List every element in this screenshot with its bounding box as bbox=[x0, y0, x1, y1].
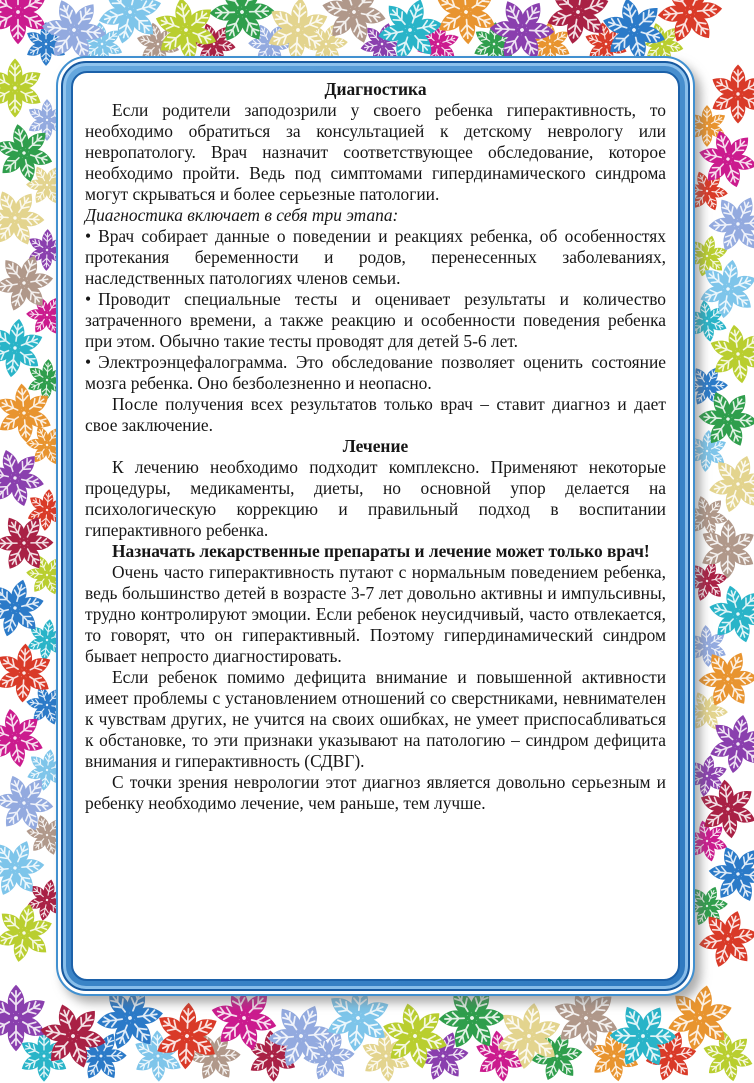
flower-icon bbox=[656, 0, 724, 46]
paragraph: Очень часто гиперактивность путают с нормальным поведением ребенка, ведь большинство детей в возрасте 3-7 лет довольно активны и импульсивны, трудно контролируют эмоции. Если ребенок неусидчивый, часто отвлекается, то говорят, что он гиперактивный. Поэтому гипердинамический синдром бывает непросто диагностировать. bbox=[85, 562, 666, 666]
flower-icon bbox=[707, 583, 754, 645]
flower-icon bbox=[697, 778, 754, 840]
flower-icon bbox=[707, 63, 754, 125]
flower-icon bbox=[0, 382, 55, 444]
section-heading: Диагностика bbox=[324, 79, 427, 99]
document-body bbox=[85, 79, 666, 814]
flower-icon bbox=[0, 317, 46, 379]
flower-icon bbox=[0, 902, 55, 964]
flower-icon bbox=[0, 642, 55, 704]
bullet-text: Проводит специальные тесты и оценивает результаты и количество затраченного времени, а также реакцию и особенности поведения ребенка при этом. Обычно такие тесты проводят для детей 5-6 лет. bbox=[85, 289, 666, 351]
flower-icon bbox=[707, 323, 754, 385]
section-heading: Лечение bbox=[342, 436, 409, 456]
bullet-icon: • bbox=[85, 226, 92, 246]
bullet-text: Электроэнцефалограмма. Это обследование позволяет оценить состояние мозга ребенка. Оно безболезненно и неопасно. bbox=[85, 352, 666, 393]
flower-icon bbox=[697, 908, 754, 970]
bullet-item bbox=[85, 352, 666, 394]
bullet-text: Врач собирает данные о поведении и реакциях ребенка, об особенностях протекания беременности и родов, перенесенных заболеваниях, наследственных патологиях членов семьи. bbox=[85, 226, 666, 288]
flower-icon bbox=[0, 837, 46, 899]
paragraph: С точки зрения неврологии этот диагноз является довольно серьезным и ребенку необходимо лечение, чем раньше, тем лучше. bbox=[85, 772, 666, 813]
content-frame bbox=[56, 56, 695, 996]
bullet-item bbox=[85, 226, 666, 289]
flower-icon bbox=[697, 648, 754, 710]
bullet-item bbox=[85, 289, 666, 352]
flower-icon bbox=[697, 128, 754, 190]
document-page bbox=[71, 71, 680, 981]
flower-icon bbox=[697, 388, 754, 450]
flower-icon bbox=[697, 258, 754, 320]
flower-icon bbox=[0, 57, 46, 119]
italic-lead: Диагностика включает в себя три этапа: bbox=[85, 205, 399, 225]
flower-icon bbox=[0, 707, 46, 769]
flower-icon bbox=[707, 843, 754, 905]
flower-icon bbox=[697, 518, 754, 580]
flower-icon bbox=[0, 447, 46, 509]
flower-icon bbox=[707, 193, 754, 255]
flower-icon bbox=[707, 453, 754, 515]
flower-icon bbox=[0, 122, 55, 184]
flower-icon bbox=[0, 187, 46, 249]
paragraph: После получения всех результатов только врач – ставит диагноз и дает свое заключение. bbox=[85, 394, 666, 435]
bullet-icon: • bbox=[85, 352, 92, 372]
bullet-icon: • bbox=[85, 289, 92, 309]
flower-icon bbox=[707, 713, 754, 775]
flower-icon bbox=[0, 512, 55, 574]
frame-border-band bbox=[61, 61, 690, 991]
flower-icon bbox=[0, 577, 46, 639]
paragraph: К лечению необходимо подходит комплексно. Применяют некоторые процедуры, медикаменты, диеты, но основной упор делается на психологическую коррекцию и правильный подход в воспитании гиперактивного ребенка. bbox=[85, 457, 666, 540]
flower-icon bbox=[0, 252, 55, 314]
paragraph: Если ребенок помимо дефицита внимание и повышенной активности имеет проблемы с установлением отношений со сверстниками, невнимателен к чувствам других, не учится на своих ошибках, не умеет приспосабливаться к обстановке, то эти признаки указывают на патологию – синдром дефицита внимания и гиперактивность (СДВГ). bbox=[85, 667, 666, 771]
bold-paragraph: Назначать лекарственные препараты и лечение может только врач! bbox=[112, 541, 650, 561]
flower-icon bbox=[0, 772, 55, 834]
paragraph: Если родители заподозрили у своего ребенка гиперактивность, то необходимо обратиться за консультацией к детскому неврологу или невропатологу. Врач назначит соответствующее обследование, которое необходимо пройти. Ведь под симптомами гипердинамического синдрома могут скрываться и более серьезные патологии. bbox=[85, 100, 666, 204]
